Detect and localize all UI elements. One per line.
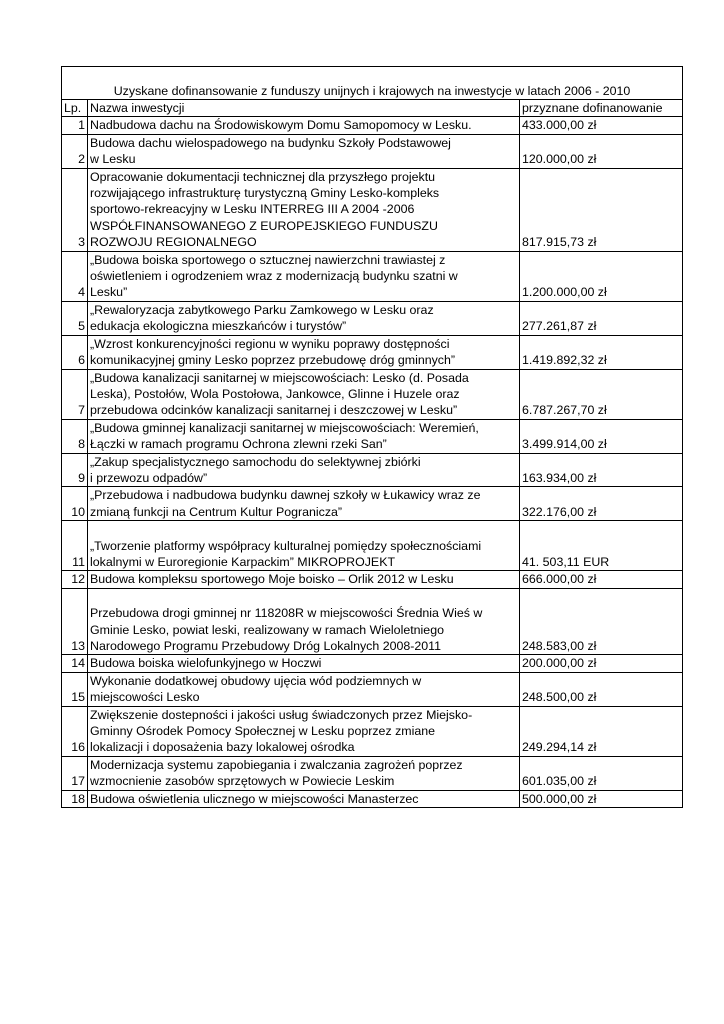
investment-name [88, 335, 520, 369]
table-row [62, 251, 683, 301]
investment-name [88, 168, 520, 251]
investment-name-line: zmianą funkcji na Centrum Kultur Pogranicza” [90, 504, 343, 519]
row-number: 1 [62, 117, 88, 134]
table-row [62, 588, 683, 655]
investment-name [88, 655, 520, 672]
row-number: 6 [62, 335, 88, 369]
row-number: 15 [62, 672, 88, 706]
funding-amount: 817.915,73 zł [520, 168, 683, 251]
table-title-row [62, 67, 683, 100]
row-number: 8 [62, 419, 88, 453]
investment-name [88, 134, 520, 168]
investment-name-line: WSPÓŁFINANSOWANEGO Z EUROPEJSKIEGO FUNDUSZU [90, 218, 438, 233]
table-row [62, 301, 683, 335]
investment-name [88, 756, 520, 790]
investment-name-line: miejscowości Lesko [90, 690, 200, 705]
investment-name-line: ROZWOJU REGIONALNEGO [90, 235, 257, 250]
table-row [62, 672, 683, 706]
table-row [62, 790, 683, 807]
row-number: 13 [62, 588, 88, 655]
investment-name-line: Budowa oświetlenia ulicznego w miejscowości Manasterzec [90, 791, 419, 806]
funding-amount: 6.787.267,70 zł [520, 369, 683, 419]
row-number: 4 [62, 251, 88, 301]
investment-name-line: „Budowa kanalizacji sanitarnej w miejscowościach: Lesko (d. Posada [90, 370, 469, 385]
row-number: 2 [62, 134, 88, 168]
investment-name [88, 790, 520, 807]
investment-name-line: Gminny Ośrodek Pomocy Społecznej w Lesku poprzez zmiane [90, 724, 436, 739]
row-number: 10 [62, 487, 88, 521]
row-number: 14 [62, 655, 88, 672]
investment-name-line: Budowa kompleksu sportowego Moje boisko – Orlik 2012 w Lesku [90, 572, 454, 587]
investment-name [88, 521, 520, 571]
investment-name-line: Łączki w ramach programu Ochrona zlewni rzeki San” [90, 437, 387, 452]
investment-name-line: oświetleniem i ogrodzeniem wraz z modernizacją budynku szatni w [90, 269, 458, 284]
table-row [62, 756, 683, 790]
funding-amount: 1.200.000,00 zł [520, 251, 683, 301]
investment-name [88, 301, 520, 335]
investment-name-line: „Przebudowa i nadbudowa budynku dawnej szkoły w Łukawicy wraz ze [90, 488, 481, 503]
column-header-amount: przyznane dofinanowanie [520, 100, 683, 117]
investment-name-line: Modernizacja systemu zapobiegania i zwalczania zagrożeń poprzez [90, 757, 463, 772]
investment-name-line: wzmocnienie zasobów sprzętowych w Powiecie Leskim [90, 774, 395, 789]
row-number: 11 [62, 521, 88, 571]
column-header-lp: Lp. [62, 100, 88, 117]
investment-name-line: Narodowego Programu Przebudowy Dróg Lokalnych 2008-2011 [90, 639, 442, 653]
table-row [62, 487, 683, 521]
investment-name-line: „Tworzenie platformy współpracy kulturalnej pomiędzy społecznościami [90, 538, 482, 553]
funding-amount: 163.934,00 zł [520, 453, 683, 487]
investment-name-line: Gminie Lesko, powiat leski, realizowany w ramach Wieloletniego [90, 622, 444, 637]
investment-name-line: „Zakup specjalistycznego samochodu do selektywnej zbiórki [90, 454, 421, 469]
investment-name-line: Budowa dachu wielospadowego na budynku Szkoły Podstawowej [90, 135, 451, 150]
investment-name-line: Lesku” [90, 285, 128, 300]
funding-amount: 249.294,14 zł [520, 706, 683, 756]
investment-name-line [90, 521, 517, 537]
row-number: 16 [62, 706, 88, 756]
table-row [62, 419, 683, 453]
investment-name [88, 588, 520, 655]
funding-amount: 322.176,00 zł [520, 487, 683, 521]
investment-name-line: w Lesku [90, 152, 136, 167]
investment-name-line: Budowa boiska wielofunkyjnego w Hoczwi [90, 656, 322, 671]
funding-amount: 248.583,00 zł [520, 588, 683, 655]
investment-name-line: Opracowanie dokumentacji technicznej dla przyszłego projektu [90, 169, 436, 184]
investment-name-line: „Budowa gminnej kanalizacji sanitarnej w miejscowościach: Weremień, [90, 420, 479, 435]
table-row [62, 168, 683, 251]
investment-name-line: Wykonanie dodatkowej obudowy ujęcia wód podziemnych w [90, 673, 422, 688]
investment-name-line: komunikacyjnej gminy Lesko poprzez przebudowę dróg gminnych” [90, 353, 456, 368]
investment-name-line: „Rewaloryzacja zabytkowego Parku Zamkowego w Lesku oraz [90, 302, 434, 317]
row-number: 7 [62, 369, 88, 419]
table-row [62, 655, 683, 672]
funding-amount: 277.261,87 zł [520, 301, 683, 335]
table-row [62, 117, 683, 134]
row-number: 12 [62, 571, 88, 588]
investment-name-line: Zwiększenie dostepności i jakości usług świadczonych przez Miejsko- [90, 707, 473, 722]
table-row [62, 521, 683, 571]
row-number: 17 [62, 756, 88, 790]
investment-name-line: sportowo-rekreacyjny w Lesku INTERREG III A 2004 -2006 [90, 202, 415, 217]
investment-name [88, 706, 520, 756]
table-row [62, 369, 683, 419]
table-row [62, 134, 683, 168]
investment-name-line: edukacja ekologiczna mieszkańców i turystów” [90, 319, 347, 334]
table-title: Uzyskane dofinansowanie z funduszy unijnych i krajowych na inwestycje w latach 2006 - 2010 [62, 67, 683, 100]
row-number: 9 [62, 453, 88, 487]
row-number: 5 [62, 301, 88, 335]
funding-amount: 666.000,00 zł [520, 571, 683, 588]
funding-amount: 500.000,00 zł [520, 790, 683, 807]
investment-name [88, 251, 520, 301]
investment-name [88, 571, 520, 588]
table-row [62, 706, 683, 756]
row-number: 3 [62, 168, 88, 251]
investment-name-line: i przewozu odpadów” [90, 470, 208, 485]
funding-amount: 41. 503,11 EUR [520, 521, 683, 571]
funding-amount: 200.000,00 zł [520, 655, 683, 672]
investment-name-line [90, 589, 517, 605]
investment-name [88, 672, 520, 706]
investment-funding-sheet [61, 66, 682, 808]
funding-amount: 3.499.914,00 zł [520, 419, 683, 453]
funding-amount: 1.419.892,32 zł [520, 335, 683, 369]
table-header-row [62, 100, 683, 117]
investment-name-line: Leska), Postołów, Wola Postołowa, Jankowce, Glinne i Huzele oraz [90, 386, 460, 401]
funding-amount: 433.000,00 zł [520, 117, 683, 134]
table-row [62, 453, 683, 487]
funding-amount: 601.035,00 zł [520, 756, 683, 790]
investment-name [88, 487, 520, 521]
investment-name [88, 369, 520, 419]
investment-name-line: przebudowa odcinków kanalizacji sanitarnej i deszczowej w Lesku” [90, 403, 458, 418]
investment-name-line: „Wzrost konkurencyjności regionu w wyniku poprawy dostępności [90, 336, 450, 351]
investment-name-line: „Budowa boiska sportowego o sztucznej nawierzchni trawiastej z [90, 252, 446, 267]
investment-name-line: lokalnymi w Euroregionie Karpackim” MIKROPROJEKT [90, 554, 396, 569]
investment-name [88, 117, 520, 134]
column-header-name: Nazwa inwestycji [88, 100, 520, 117]
funding-amount: 120.000,00 zł [520, 134, 683, 168]
investment-name-line: Przebudowa drogi gminnej nr 118208R w miejscowości Średnia Wieś w [90, 606, 483, 621]
row-number: 18 [62, 790, 88, 807]
investment-funding-table [61, 66, 683, 808]
table-row [62, 335, 683, 369]
investment-name-line: rozwijającego infrastrukturę turystyczną Gminy Lesko-kompleks [90, 186, 440, 201]
investment-name-line: Nadbudowa dachu na Środowiskowym Domu Samopomocy w Lesku. [90, 118, 472, 133]
investment-name-line: lokalizacji i doposażenia bazy lokalowej ośrodka [90, 740, 355, 755]
investment-name [88, 453, 520, 487]
funding-amount: 248.500,00 zł [520, 672, 683, 706]
table-row [62, 571, 683, 588]
investment-name [88, 419, 520, 453]
